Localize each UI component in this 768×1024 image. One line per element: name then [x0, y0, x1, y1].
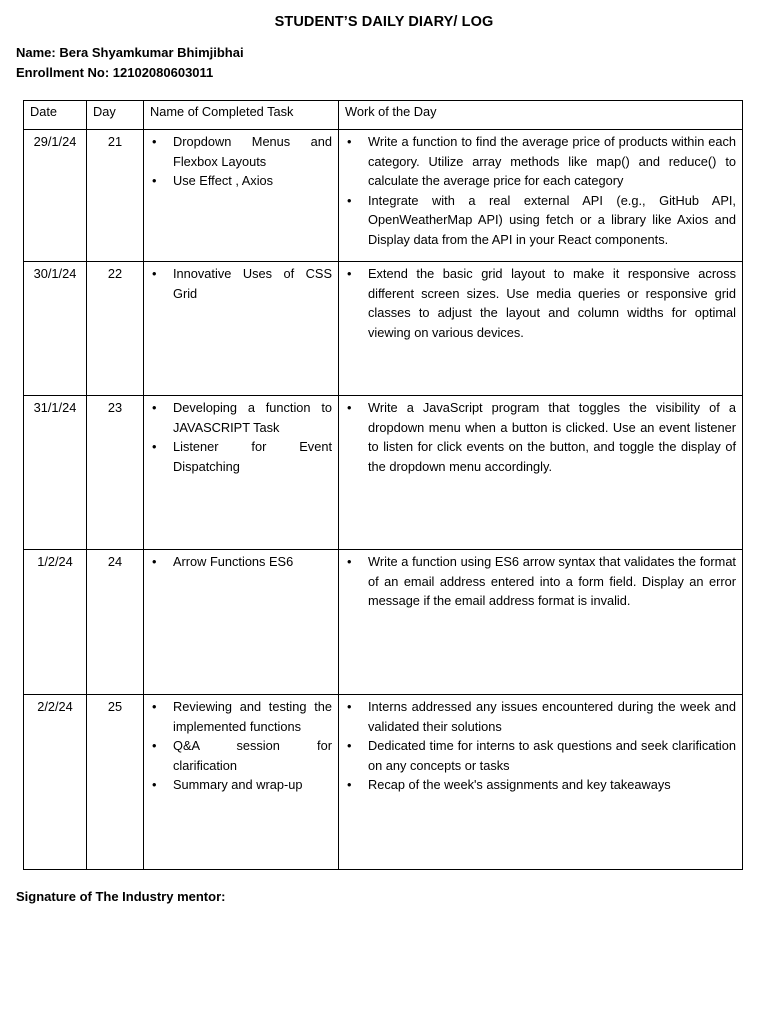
row-tasks [144, 130, 339, 262]
row-work [339, 396, 743, 550]
work-item: • Integrate with a real external API (e.g., GitHub API, OpenWeatherMap API) using fetch or a library like Axios and Display data from the API in your React components. [345, 191, 736, 250]
task-item: • Use Effect , Axios [150, 171, 332, 191]
work-item: • Interns addressed any issues encountered during the week and validated their solutions [345, 697, 736, 736]
document-title: STUDENT’S DAILY DIARY/ LOG [274, 14, 494, 30]
row-day: 22 [87, 262, 144, 396]
table-row [24, 396, 743, 550]
enrollment-number: Enrollment No: 12102080603011 [16, 65, 214, 80]
table-header-row [24, 101, 743, 130]
row-work [339, 695, 743, 870]
task-item: • Developing a function to JAVASCRIPT Task [150, 398, 332, 437]
diary-log-table [23, 100, 743, 870]
row-date: 2/2/24 [24, 695, 87, 870]
row-date: 31/1/24 [24, 396, 87, 550]
table-row [24, 130, 743, 262]
header-day: Day [87, 101, 144, 130]
row-work [339, 262, 743, 396]
row-tasks [144, 262, 339, 396]
task-item: • Listener for Event Dispatching [150, 437, 332, 476]
row-date: 1/2/24 [24, 550, 87, 695]
row-day: 24 [87, 550, 144, 695]
header-task: Name of Completed Task [144, 101, 339, 130]
row-date: 29/1/24 [24, 130, 87, 262]
row-day: 21 [87, 130, 144, 262]
row-work [339, 550, 743, 695]
task-item: • Dropdown Menus and Flexbox Layouts [150, 132, 332, 171]
row-day: 23 [87, 396, 144, 550]
row-tasks [144, 550, 339, 695]
task-item: • Reviewing and testing the implemented functions [150, 697, 332, 736]
student-name: Name: Bera Shyamkumar Bhimjibhai [16, 45, 244, 60]
work-item: • Recap of the week's assignments and key takeaways [345, 775, 736, 795]
mentor-signature-label: Signature of The Industry mentor: [16, 889, 226, 904]
task-item: • Q&A session for clarification [150, 736, 332, 775]
row-tasks [144, 396, 339, 550]
table-row [24, 695, 743, 870]
header-date: Date [24, 101, 87, 130]
work-item: • Dedicated time for interns to ask questions and seek clarification on any concepts or tasks [345, 736, 736, 775]
work-item: • Write a JavaScript program that toggles the visibility of a dropdown menu when a button is clicked. Use an event listener to listen for click events on the button, and toggle the display of the dropdown menu accordingly. [345, 398, 736, 476]
task-item: • Innovative Uses of CSS Grid [150, 264, 332, 303]
row-tasks [144, 695, 339, 870]
task-item: • Arrow Functions ES6 [150, 552, 332, 572]
row-work [339, 130, 743, 262]
row-date: 30/1/24 [24, 262, 87, 396]
work-item: • Write a function using ES6 arrow syntax that validates the format of an email address entered into a form field. Display an error message if the email address format is invalid. [345, 552, 736, 611]
table-row [24, 262, 743, 396]
task-item: • Summary and wrap-up [150, 775, 332, 795]
work-item: • Extend the basic grid layout to make it responsive across different screen sizes. Use media queries or responsive grid classes to adjust the layout and column widths for optimal viewing on various devices. [345, 264, 736, 342]
header-work: Work of the Day [339, 101, 743, 130]
table-row [24, 550, 743, 695]
work-item: • Write a function to find the average price of products within each category. Utilize array methods like map() and reduce() to calculate the average price for each category [345, 132, 736, 191]
row-day: 25 [87, 695, 144, 870]
